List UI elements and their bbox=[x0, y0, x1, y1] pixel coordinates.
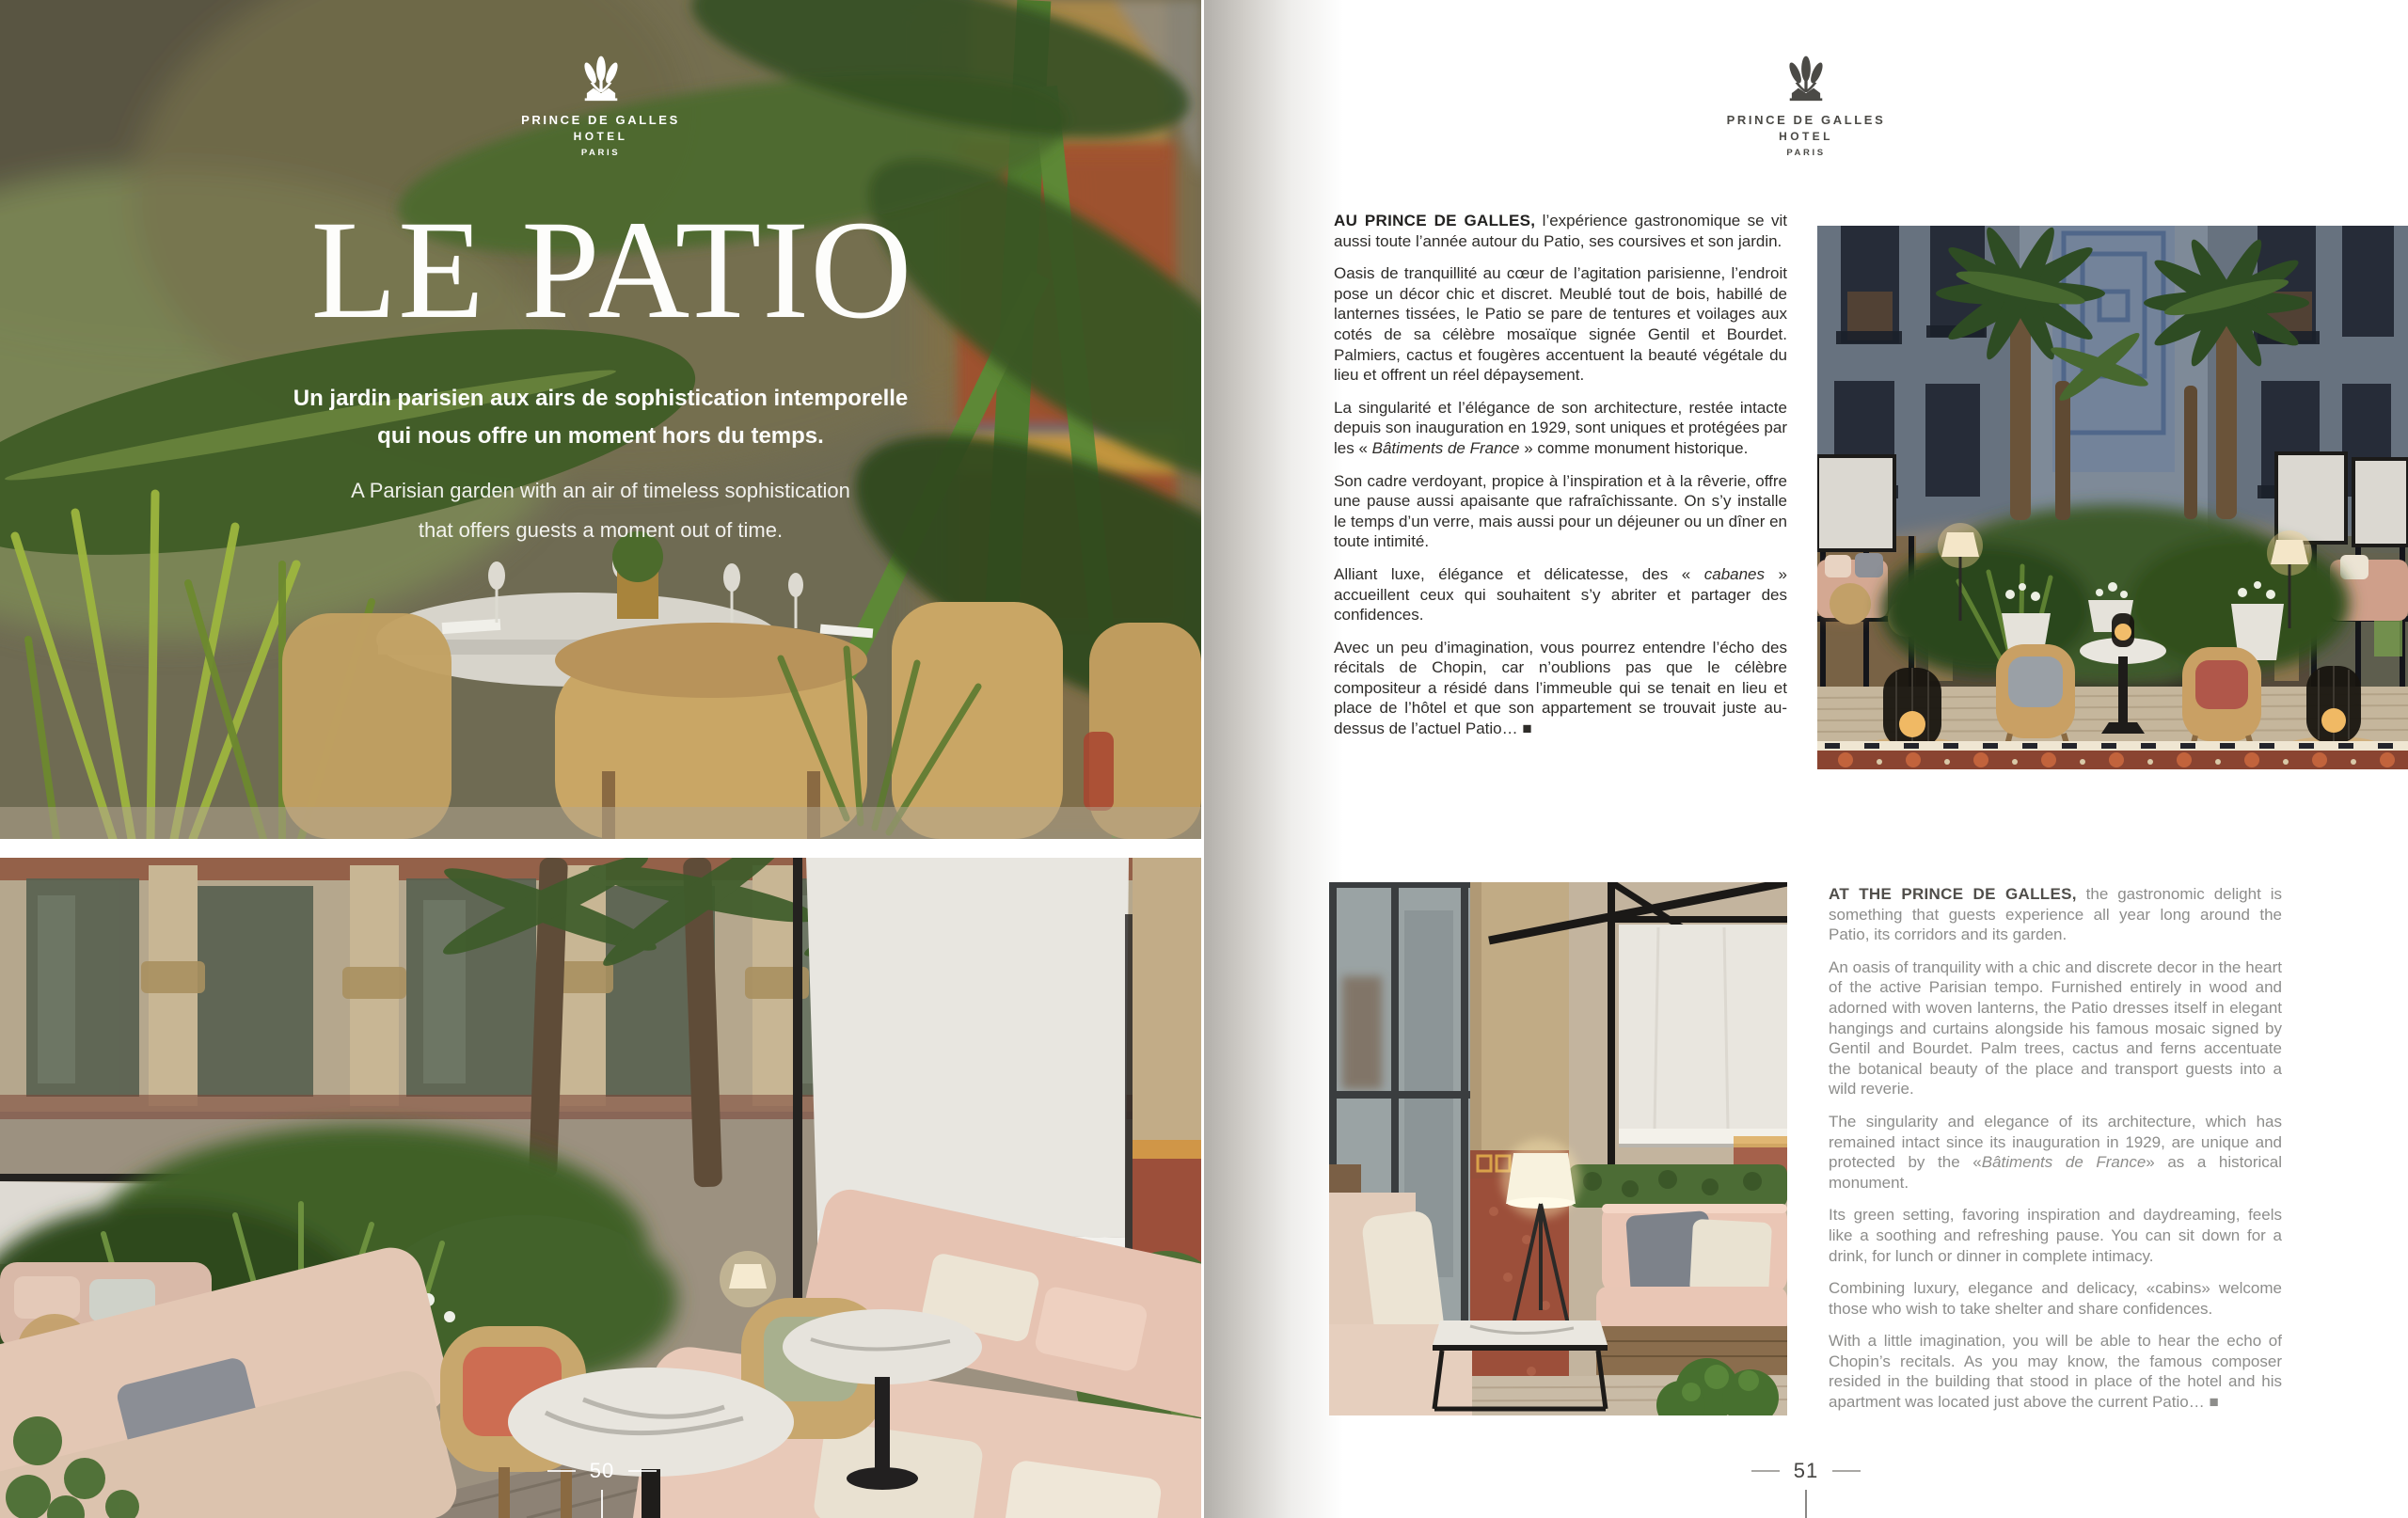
logo-city: PARIS bbox=[1786, 148, 1826, 158]
hotel-logo-dark bbox=[1524, 55, 2088, 158]
courtyard-evening-photo bbox=[1817, 226, 2408, 769]
fr-paragraph-3: La singularité et l’élégance de son architecture, restée intacte depuis son inauguration en 1929, sont uniques et protégées par les « Bâtiments de France » comme monument historique. bbox=[1334, 398, 1787, 457]
terrace-banquettes-photo bbox=[0, 858, 1201, 1518]
page-number-dash bbox=[1832, 1470, 1861, 1472]
en-paragraph-3: The singularity and elegance of its architecture, which has remained intact since its inauguration in 1929, are unique and protected by the «Bâtiments de France» as a historical monument. bbox=[1829, 1112, 2282, 1192]
en-paragraph-6: With a little imagination, you will be able to hear the echo of Chopin’s recitals. As you may know, the famous composer resided in the building that stood in place of the hotel and his apartment was located just above the current Patio… ■ bbox=[1829, 1332, 2282, 1412]
cover-overlay bbox=[0, 0, 1201, 839]
subtitle-french-line1: Un jardin parisien aux airs de sophistication intemporelle bbox=[293, 386, 909, 411]
fr-paragraph-5: Alliant luxe, élégance et délicatesse, des « cabanes » accueillent ceux qui souhaitent s’y abriter et partager des confidences. bbox=[1334, 564, 1787, 625]
fr-paragraph-6: Avec un peu d’imagination, vous pourrez entendre l’écho des récitals de Chopin, car n’oublions pas que le célèbre compositeur a résidé dans l’immeuble qui se tenait en lieu et place de l’hôtel et que son appartement se trouvait juste au-dessus de l’actuel Patio… ■ bbox=[1334, 638, 1787, 738]
subtitle-english-line2: that offers guests a moment out of time. bbox=[418, 518, 784, 542]
en-paragraph-5: Combining luxury, elegance and delicacy, «cabins» welcome those who wish to take shelter and share confidences. bbox=[1829, 1279, 2282, 1318]
cabin-sofa-photo bbox=[1329, 882, 1787, 1415]
terrace-banquettes-photo-art bbox=[0, 858, 1201, 1518]
en-paragraph-4: Its green setting, favoring inspiration and daydreaming, feels like a soothing and refreshing pause. You can sit down for a drink, for lunch or dinner in complete intimacy. bbox=[1829, 1206, 2282, 1265]
page-number-right bbox=[1712, 1459, 1900, 1483]
cabin-sofa-photo-art bbox=[1329, 882, 1787, 1415]
en-lead: AT THE PRINCE DE GALLES, bbox=[1829, 885, 2077, 903]
fr-paragraph-1: AU PRINCE DE GALLES, l’expérience gastronomique se vit aussi toute l’année autour du Patio, ses coursives et son jardin. bbox=[1334, 212, 1787, 250]
page-number-dash bbox=[547, 1470, 576, 1472]
prince-of-wales-feathers-icon bbox=[1782, 55, 1830, 105]
page-number-dash bbox=[628, 1470, 657, 1472]
prince-of-wales-feathers-icon bbox=[577, 55, 626, 105]
logo-type: HOTEL bbox=[1779, 130, 1833, 143]
courtyard-evening-photo-art bbox=[1817, 226, 2408, 769]
subtitle-english bbox=[0, 471, 1201, 550]
article-french bbox=[1334, 211, 1787, 739]
subtitle-english-line1: A Parisian garden with an air of timeless sophistication bbox=[351, 479, 850, 502]
subtitle-french bbox=[0, 380, 1201, 455]
fr-paragraph-4: Son cadre verdoyant, propice à l’inspiration et à la rêverie, offre une pause aussi apaisante que rafraîchissante. On s’y installe le temps d’un verre, mais aussi pour un déjeuner ou un dîner en toute intimité. bbox=[1334, 471, 1787, 551]
article-english bbox=[1829, 884, 2282, 1413]
page-number-right-value: 51 bbox=[1793, 1459, 1819, 1482]
page-number-left-value: 50 bbox=[589, 1459, 615, 1482]
page-number-left bbox=[508, 1459, 696, 1483]
logo-name: PRINCE DE GALLES bbox=[1726, 113, 1886, 127]
subtitle-french-line2: qui nous offre un moment hors du temps. bbox=[377, 423, 824, 449]
page-fold-tick bbox=[601, 1490, 603, 1518]
en-paragraph-2: An oasis of tranquility with a chic and discrete decor in the heart of the active Parisian tempo. Furnished entirely in wood and adorned with woven lanterns, the Patio dresses itself in elegant hangings and curtains alongside his famous mosaic signed by Gentil and Bourdet. Palm trees, cactus and ferns accentuate the botanical beauty of the place and transport guests into a wild reverie. bbox=[1829, 957, 2282, 1099]
logo-type: HOTEL bbox=[573, 130, 628, 143]
hotel-logo-light bbox=[0, 55, 1201, 158]
page-fold-tick bbox=[1805, 1490, 1807, 1518]
page-title: LE PATIO bbox=[310, 192, 913, 348]
fr-lead: AU PRINCE DE GALLES, bbox=[1334, 212, 1536, 229]
fr-paragraph-2: Oasis de tranquillité au cœur de l’agitation parisienne, l’endroit pose un décor chic et discret. Meublé tout de bois, habillé de lanternes tissées, le Patio se pare de tentures et voilages aux cotés de sa célèbre mosaïque signée Gentil et Bourdet. Palmiers, cactus et fougères accentuent la beauté végétale du lieu et offrent un réel dépaysement. bbox=[1334, 264, 1787, 385]
logo-name: PRINCE DE GALLES bbox=[521, 113, 680, 127]
page-gutter-shadow bbox=[1204, 0, 1343, 1518]
logo-city: PARIS bbox=[580, 148, 621, 158]
en-paragraph-1: AT THE PRINCE DE GALLES, the gastronomic delight is something that guests experience all year long around the Patio, its corridors and its garden. bbox=[1829, 885, 2282, 944]
page-number-dash bbox=[1751, 1470, 1780, 1472]
